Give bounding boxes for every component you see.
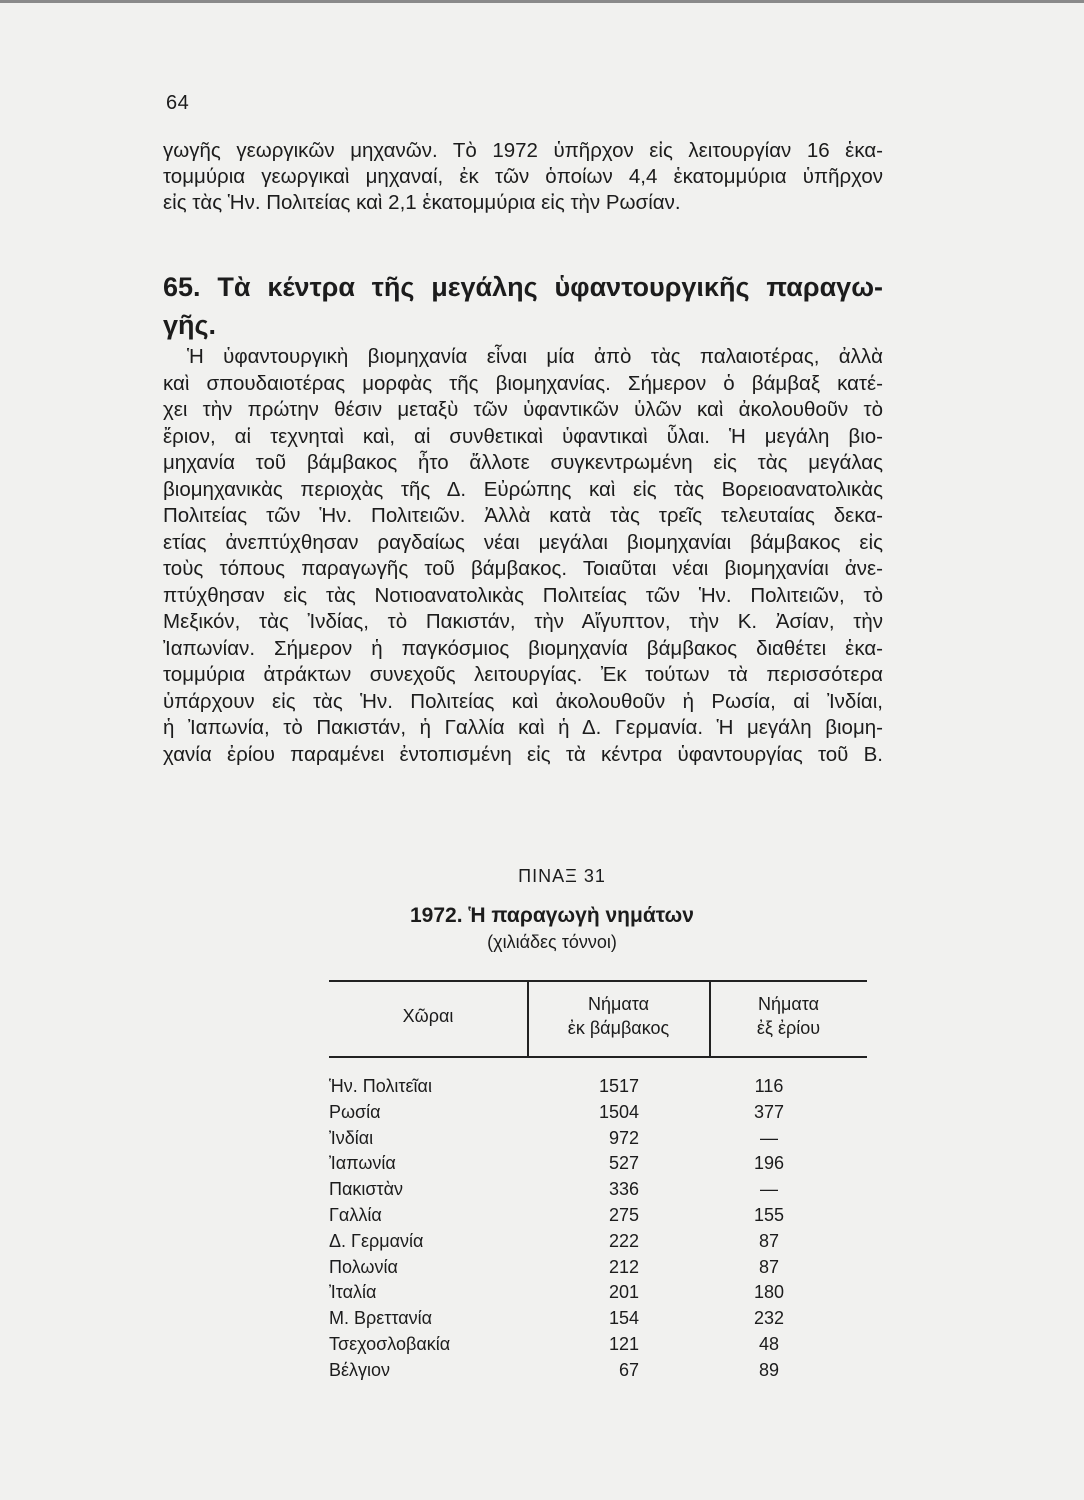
header-cotton <box>528 992 709 1040</box>
table-body <box>329 1074 867 1384</box>
table-row <box>329 1358 867 1384</box>
text-line: πτύχθησαν εἰς τὰς Νοτιοανατολικὰς Πολιτείας τῶν Ἡν. Πολιτειῶν, τὸ <box>163 583 883 607</box>
wool-cell: 377 <box>753 1101 785 1122</box>
wool-cell: 87 <box>758 1230 780 1251</box>
header-wool <box>710 992 867 1040</box>
cotton-cell: 222 <box>608 1230 639 1251</box>
text-line: τοὺς τόπους παραγωγῆς τοῦ βάμβακος. Τοιαῦται νέαι βιομηχανίαι ἀνε- <box>163 557 883 580</box>
table-row <box>329 1229 867 1255</box>
text-line: χανία ἐρίου παραμένει ἐντοπισμένη εἰς τὰ κέντρα ὑφαντουργίας τοῦ Β. <box>163 742 883 766</box>
country-cell: Γαλλία <box>329 1204 382 1225</box>
heading-line: γῆς. <box>163 310 217 340</box>
country-cell: Δ. Γερμανία <box>329 1230 424 1251</box>
wool-cell: — <box>760 1179 778 1200</box>
text-line: Ἡ ὑφαντουργικὴ βιομηχανία εἶναι μία ἀπὸ τὰς παλαιοτέρας, ἀλλὰ <box>187 345 883 368</box>
country-cell: Μ. Βρεττανία <box>329 1308 433 1329</box>
text-line: Ἰαπωνίαν. Σήμερον ἡ παγκόσμιος βιομηχανία βάμβακος διαθέτει ἑκα- <box>163 636 883 660</box>
text-line: τομμύρια γεωργικαὶ μηχαναί, ἐκ τῶν ὁποίων 4,4 ἑκατομμύρια ὑπῆρχον <box>163 165 883 188</box>
table-row <box>329 1100 867 1126</box>
wool-cell: 116 <box>754 1076 784 1096</box>
country-cell: Πολωνία <box>329 1256 398 1277</box>
cotton-cell: 1504 <box>598 1101 639 1122</box>
cotton-cell: 154 <box>608 1308 639 1329</box>
text-line: Μεξικόν, τὰς Ἰνδίας, τὸ Πακιστάν, τὴν Αἴγυπτον, τὴν Κ. Ἀσίαν, τὴν <box>163 610 883 633</box>
table-row <box>329 1203 867 1229</box>
cotton-cell: 527 <box>608 1153 639 1174</box>
table-row <box>329 1126 867 1152</box>
text-line: ἔριον, αἱ τεχνηταὶ καὶ, αἱ συνθετικαὶ ὑφαντικαὶ ὗλαι. Ἡ μεγάλη βιο- <box>163 424 883 448</box>
country-cell: Τσεχοσλοβακία <box>329 1333 451 1354</box>
wool-cell: 180 <box>753 1282 785 1303</box>
table-top-rule <box>329 980 867 982</box>
wool-cell: 87 <box>758 1256 780 1277</box>
wool-cell: 155 <box>753 1204 785 1225</box>
country-cell: Ἡν. Πολιτεῖαι <box>329 1076 432 1096</box>
table-row <box>329 1306 867 1332</box>
wool-cell: 196 <box>753 1153 785 1174</box>
table-row <box>329 1074 867 1100</box>
page-number: 64 <box>166 92 190 114</box>
text-line: τομμύρια ἀτράκτων συνεχοῦς λειτουργίας. Ἐκ τούτων τὰ περισσότερα <box>163 663 883 686</box>
text-line: χει τὴν πρώτην θέσιν μεταξὺ τῶν ὑφαντικῶν ὑλῶν καὶ ἀκολουθοῦν τὸ <box>163 398 883 421</box>
cotton-cell: 972 <box>608 1127 639 1148</box>
table-row <box>329 1255 867 1281</box>
cotton-cell: 121 <box>608 1333 639 1354</box>
text-line: μηχανία τοῦ βάμβακος ἦτο ἄλλοτε συγκεντρωμένη εἰς τὰς μεγάλας <box>163 451 883 474</box>
header-country: Χῶραι <box>402 1006 454 1026</box>
country-cell: Ἰνδίαι <box>329 1127 374 1148</box>
text-line: Πολιτείας τῶν Ἡν. Πολιτειῶν. Ἀλλὰ κατὰ τὰς τρεῖς τελευταίας δεκα- <box>163 504 883 527</box>
section-heading <box>163 268 883 344</box>
heading-line: 65. Τὰ κέντρα τῆς μεγάλης ὑφαντουργικῆς παραγω- <box>163 272 883 302</box>
body-paragraph <box>163 344 883 768</box>
page-top-rule <box>0 0 1084 3</box>
wool-cell: 232 <box>753 1308 785 1329</box>
text-line: καὶ σπουδαιοτέρας μορφὰς τῆς βιομηχανίας. Σήμερον ὁ βάμβαξ κατέ- <box>163 371 883 395</box>
text-line: ἡ Ἰαπωνία, τὸ Πακιστάν, ἡ Γαλλία καὶ ἡ Δ. Γερμανία. Ἡ μεγάλη βιομη- <box>163 716 883 739</box>
table-caption <box>0 866 1084 887</box>
wool-cell: 89 <box>758 1359 780 1380</box>
cotton-cell: 1517 <box>598 1076 639 1096</box>
header-wool-line2: ἐξ ἐρίου <box>756 1018 821 1038</box>
text-line: ετίας ἀνεπτύχθησαν ραγδαίως νέαι μεγάλαι βιομηχανίαι βάμβακος εἰς <box>163 530 883 554</box>
text-line: βιομηχανικὰς περιοχὰς τῆς Δ. Εὐρώπης καὶ εἰς τὰς Βορειοανατολικὰς <box>163 477 883 501</box>
cotton-cell: 212 <box>608 1256 639 1277</box>
country-cell: Πακιστὰν <box>329 1179 404 1200</box>
cotton-cell: 275 <box>608 1204 639 1225</box>
table-header-rule <box>329 1056 867 1058</box>
header-wool-line1: Νήματα <box>757 994 820 1014</box>
header-cotton-line2: ἐκ βάμβακος <box>567 1018 670 1038</box>
table-subtitle: (χιλιάδες τόννοι) <box>487 932 617 952</box>
text-line: γωγῆς γεωργικῶν μηχανῶν. Τὸ 1972 ὑπῆρχον εἰς λειτουργίαν 16 ἑκα- <box>163 139 883 162</box>
country-cell: Ἰταλία <box>329 1282 377 1303</box>
wool-cell: 48 <box>758 1333 780 1354</box>
country-cell: Βέλγιον <box>329 1359 391 1380</box>
cotton-cell: 336 <box>608 1179 639 1200</box>
intro-paragraph <box>163 138 883 216</box>
table-row <box>329 1177 867 1203</box>
cotton-cell: 67 <box>618 1359 639 1380</box>
table-row <box>329 1280 867 1306</box>
text-line: ὑπάρχουν εἰς τὰς Ἡν. Πολιτείας καὶ ἀκολουθοῦν ἡ Ρωσία, αἱ Ἰνδίαι, <box>163 689 883 713</box>
table-title: 1972. Ἡ παραγωγὴ νημάτων <box>410 904 694 927</box>
text-line: εἰς τὰς Ἡν. Πολιτείας καὶ 2,1 ἑκατομμύρια εἰς τὴν Ρωσίαν. <box>163 191 681 214</box>
table-label: ΠΙΝΑΞ 31 <box>518 866 606 886</box>
header-cotton-line1: Νήματα <box>587 994 650 1014</box>
table-row <box>329 1332 867 1358</box>
country-cell: Ρωσία <box>329 1101 381 1122</box>
country-cell: Ἰαπωνία <box>329 1153 396 1174</box>
table-row <box>329 1151 867 1177</box>
cotton-cell: 201 <box>608 1282 639 1303</box>
wool-cell: — <box>760 1127 778 1148</box>
